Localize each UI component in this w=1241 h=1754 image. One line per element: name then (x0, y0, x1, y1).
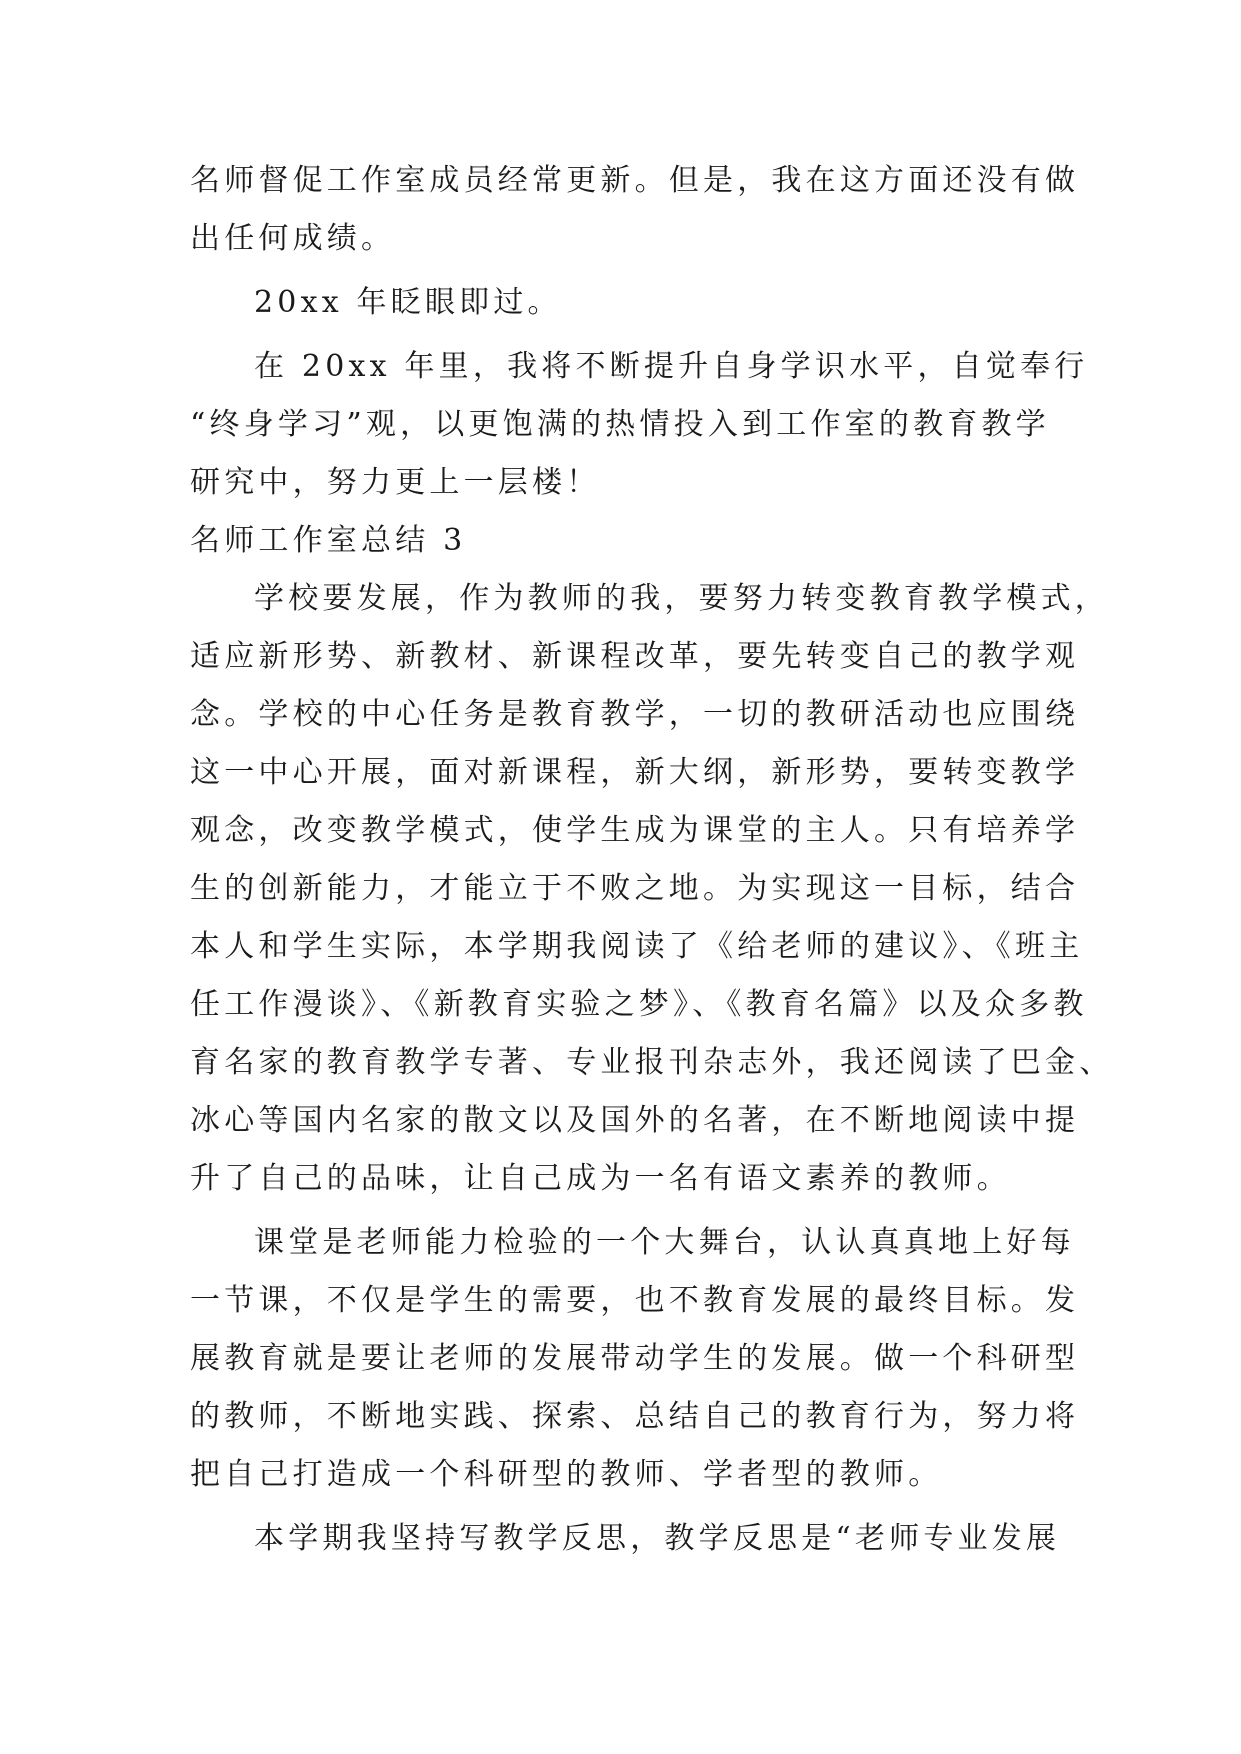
text-line: 冰心等国内名家的散文以及国外的名著，在不断地阅读中提 (190, 1103, 1080, 1138)
text-line: “终身学习”观，以更饱满的热情投入到工作室的教育教学 (190, 407, 1050, 442)
text-line: 适应新形势、新教材、新课程改革，要先转变自己的教学观 (190, 639, 1080, 674)
text-line: 任工作漫谈》、《新教育实验之梦》、《教育名篇》以及众多教 (190, 987, 1088, 1022)
text-line: 念。学校的中心任务是教育教学，一切的教研活动也应围绕 (190, 697, 1080, 732)
text-line: 本学期我坚持写教学反思，教学反思是“老师专业发展 (254, 1521, 1061, 1556)
text-line: 把自己打造成一个科研型的教师、学者型的教师。 (190, 1457, 943, 1492)
text-line: 名师督促工作室成员经常更新。但是，我在这方面还没有做 (190, 163, 1080, 198)
text-line: 展教育就是要让老师的发展带动学生的发展。做一个科研型 (190, 1341, 1080, 1376)
document-body (190, 152, 1114, 1568)
text-line: 育名家的教育教学专著、专业报刊杂志外，我还阅读了巴金、 (190, 1045, 1114, 1080)
text-line: 课堂是老师能力检验的一个大舞台，认认真真地上好每 (254, 1225, 1075, 1260)
text-line: 观念，改变教学模式，使学生成为课堂的主人。只有培养学 (190, 813, 1080, 848)
text-line: 升了自己的品味，让自己成为一名有语文素养的教师。 (190, 1161, 1011, 1196)
text-line: 20xx 年眨眼即过。 (254, 285, 562, 320)
text-line: 学校要发展，作为教师的我，要努力转变教育教学模式， (254, 581, 1109, 616)
text-line: 研究中，努力更上一层楼！ (190, 465, 601, 500)
text-line: 一节课，不仅是学生的需要，也不教育发展的最终目标。发 (190, 1283, 1080, 1318)
text-line: 本人和学生实际，本学期我阅读了《给老师的建议》、《班主 (190, 929, 1084, 964)
text-line: 这一中心开展，面对新课程，新大纲，新形势，要转变教学 (190, 755, 1080, 790)
text-line: 出任何成绩。 (190, 221, 396, 256)
section-heading: 名师工作室总结 3 (190, 523, 467, 558)
text-line: 生的创新能力，才能立于不败之地。为实现这一目标，结合 (190, 871, 1080, 906)
text-line: 在 20xx 年里，我将不断提升自身学识水平，自觉奉行 (254, 349, 1089, 384)
text-line: 的教师，不断地实践、探索、总结自己的教育行为，努力将 (190, 1399, 1080, 1434)
